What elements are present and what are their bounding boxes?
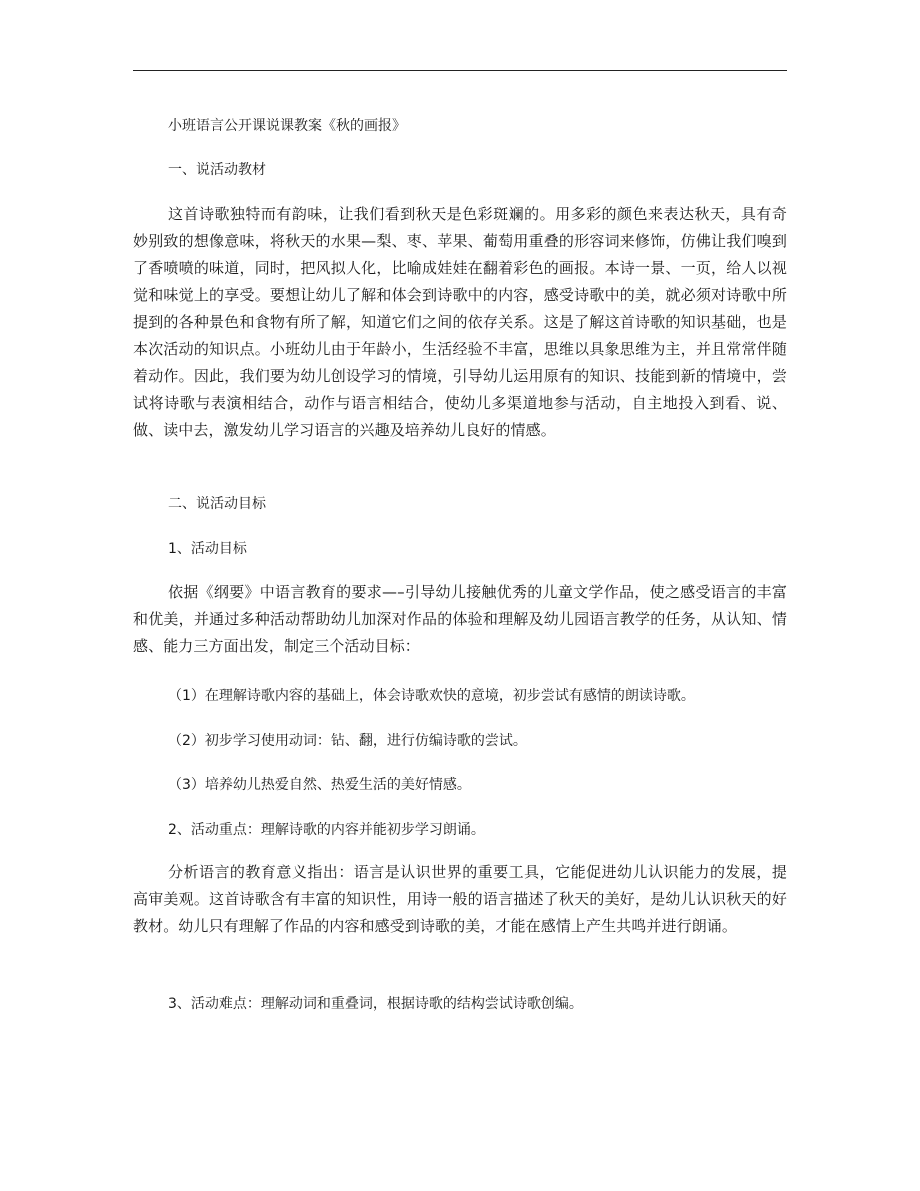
header-rule [133, 70, 787, 71]
subheading-difficulty: 3、活动难点：理解动词和重叠词，根据诗歌的结构尝试诗歌创编。 [168, 996, 583, 1012]
goal-item-3: （3）培养幼儿热爱自然、热爱生活的美好情感。 [168, 777, 471, 793]
paragraph-key-point: 分析语言的教育意义指出：语言是认识世界的重要工具，它能促进幼儿认识能力的发展，提高审美观。这首诗歌含有丰富的知识性，用诗一般的语言描述了秋天的美好，是幼儿认识秋天的好教材。幼儿只有理解了作品的内容和感受到诗歌的美，才能在感情上产生共鸣并进行朗诵。 [133, 863, 787, 935]
section-heading-goals: 二、说活动目标 [168, 496, 266, 512]
paragraph-materials: 这首诗歌独特而有韵味，让我们看到秋天是色彩斑斓的。用多彩的颜色来表达秋天，具有奇妙别致的想像意味，将秋天的水果—梨、枣、苹果、葡萄用重叠的形容词来修饰，仿佛让我们嗅到了香喷喷的味道，同时，把风拟人化，比喻成娃娃在翻着彩色的画报。本诗一景、一页，给人以视觉和味觉上的享受。要想让幼儿了解和体会到诗歌中的内容，感受诗歌中的美，就必须对诗歌中所提到的各种景色和食物有所了解，知道它们之间的依存关系。这是了解这首诗歌的知识基础，也是本次活动的知识点。小班幼儿由于年龄小，生活经验不丰富，思维以具象思维为主，并且常常伴随着动作。因此，我们要为幼儿创设学习的情境，引导幼儿运用原有的知识、技能到新的情境中，尝试将诗歌与表演相结合，动作与语言相结合，使幼儿多渠道地参与活动，自主地投入到看、说、做、读中去，激发幼儿学习语言的兴趣及培养幼儿良好的情感。 [133, 205, 787, 439]
goal-item-1: （1）在理解诗歌内容的基础上，体会诗歌欢快的意境，初步尝试有感情的朗读诗歌。 [168, 688, 695, 704]
section-heading-materials: 一、说活动教材 [168, 162, 266, 178]
document-title: 小班语言公开课说课教案《秋的画报》 [168, 118, 406, 134]
goal-item-2: （2）初步学习使用动词：钻、翻，进行仿编诗歌的尝试。 [168, 733, 527, 749]
subheading-key-point: 2、活动重点：理解诗歌的内容并能初步学习朗诵。 [168, 822, 485, 838]
paragraph-goals-basis: 依据《纲要》中语言教育的要求—–引导幼儿接触优秀的儿童文学作品，使之感受语言的丰富和优美，并通过多种活动帮助幼儿加深对作品的体验和理解及幼儿园语言教学的任务，从认知、情感、能力三方面出发，制定三个活动目标： [133, 583, 787, 655]
subheading-activity-goals: 1、活动目标 [168, 541, 247, 557]
